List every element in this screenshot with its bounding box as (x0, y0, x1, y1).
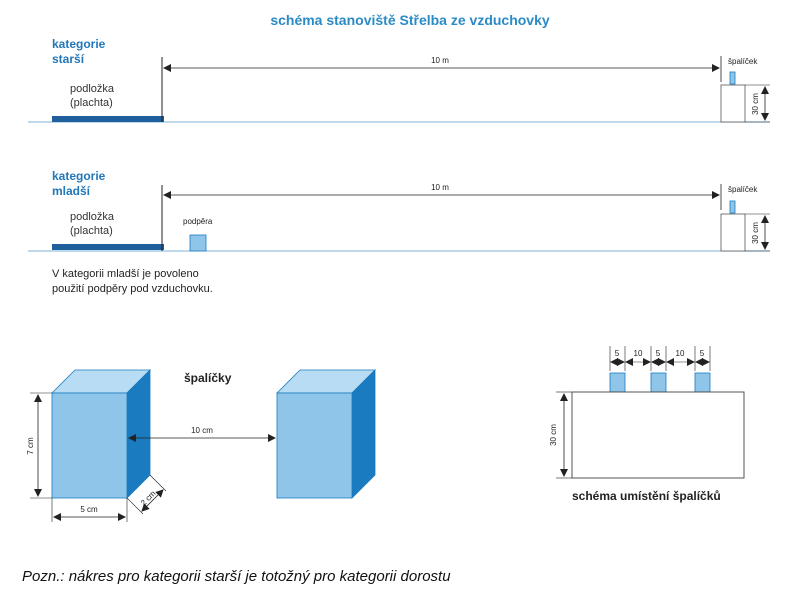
mat-label-line2: (plachta) (70, 97, 113, 109)
category-label-line2: starší (52, 52, 85, 66)
target-block (730, 72, 735, 84)
block-front-face (277, 393, 352, 498)
category-label-line1: kategorie (52, 37, 106, 51)
block-right (277, 370, 375, 498)
gun-support (190, 235, 206, 251)
placement-caption: schéma umístění špalíčků (572, 489, 721, 503)
diagram-title: schéma stanoviště Střelba ze vzduchovky (270, 12, 550, 28)
depth-tick-b (150, 475, 166, 491)
target-stand (721, 214, 745, 251)
block-side-face (352, 370, 375, 498)
width-label: 5 cm (80, 505, 98, 514)
support-note-line1: V kategorii mladší je povoleno (52, 268, 199, 280)
height-label: 30 cm (751, 93, 760, 115)
shooting-mat (52, 116, 164, 122)
support-note-line2: použití podpěry pod vzduchovku. (52, 283, 213, 295)
mat-label-line1: podložka (70, 211, 115, 223)
dim-label: 5 (655, 349, 661, 358)
dim-label: 10 (675, 349, 685, 358)
footnote: Pozn.: nákres pro kategorii starší je totožný pro kategorii dorostu (22, 568, 451, 585)
target-block (730, 201, 735, 213)
block-label: špalíček (728, 57, 758, 66)
category-label-line1: kategorie (52, 169, 106, 183)
blocks-title: špalíčky (184, 371, 232, 385)
depth-label: 2 cm (138, 488, 158, 508)
shooting-mat (52, 244, 164, 250)
blocks-section (26, 370, 375, 522)
category-label-line2: mladší (52, 184, 91, 198)
target-stand (721, 85, 745, 122)
height-label: 30 cm (549, 424, 558, 446)
block-front-face (52, 393, 127, 498)
section-starsi (28, 37, 770, 122)
distance-label: 10 m (431, 56, 449, 65)
dim-label: 5 (699, 349, 705, 358)
height-label: 7 cm (26, 437, 35, 455)
placed-block (695, 373, 710, 392)
placed-block (610, 373, 625, 392)
mat-label-line1: podložka (70, 83, 115, 95)
dim-label: 5 (614, 349, 620, 358)
dim-label: 10 (633, 349, 643, 358)
height-label: 30 cm (751, 222, 760, 244)
gap-label: 10 cm (191, 426, 213, 435)
block-label: špalíček (728, 185, 758, 194)
placement-section (549, 346, 744, 503)
distance-label: 10 m (431, 183, 449, 192)
support-label: podpěra (183, 217, 213, 226)
section-mladsi (28, 169, 770, 295)
placed-block (651, 373, 666, 392)
block-side-face (127, 370, 150, 498)
target-stand (572, 392, 744, 478)
mat-label-line2: (plachta) (70, 225, 113, 237)
block-left (52, 370, 150, 498)
